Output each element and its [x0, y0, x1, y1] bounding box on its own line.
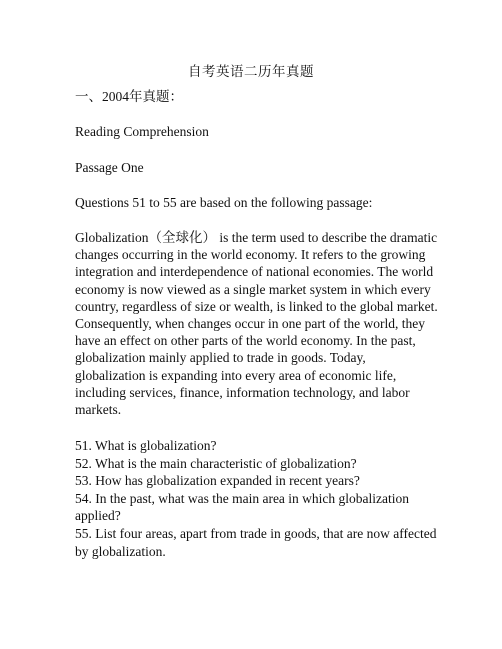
passage-heading: Passage One — [75, 160, 144, 175]
question-item: 55. List four areas, apart from trade in goods, that are now affected by globalization. — [75, 525, 437, 559]
question-item: 54. In the past, what was the main area in which globalization applied? — [75, 490, 410, 524]
passage-text — [75, 229, 438, 418]
question-list — [75, 437, 445, 560]
passage-line: changes occurring in the world economy. It refers to the growing — [75, 247, 426, 263]
passage-line: including services, finance, information technology, and labor — [75, 384, 410, 400]
passage-line: integration and interdependence of national economies. The world — [75, 264, 434, 280]
passage-line: Consequently, when changes occur in one part of the world, they — [75, 316, 426, 332]
instructions: Questions 51 to 55 are based on the following passage: — [75, 195, 373, 210]
question-item: 52. What is the main characteristic of globalization? — [75, 455, 357, 471]
question-item: 51. What is globalization? — [75, 438, 217, 453]
passage-line: have an effect on other parts of the world economy. In the past, — [75, 333, 416, 349]
passage-line: Globalization（全球化） is the term used to describe the dramatic — [75, 230, 438, 245]
passage-line: economy is now viewed as a single market system in which every — [75, 281, 431, 297]
part-heading: Reading Comprehension — [75, 124, 209, 139]
passage-line: country, regardless of size or wealth, is linked to the global market. — [75, 298, 438, 314]
passage-line: globalization is expanding into every area of economic life, — [75, 367, 397, 383]
document-title: 自考英语二历年真题 — [188, 64, 314, 79]
question-item: 53. How has globalization expanded in recent years? — [75, 473, 360, 489]
passage-line: markets. — [75, 402, 122, 418]
section-heading: 一、2004年真题： — [75, 89, 183, 104]
passage-line: globalization mainly applied to trade in goods. Today, — [75, 350, 366, 366]
